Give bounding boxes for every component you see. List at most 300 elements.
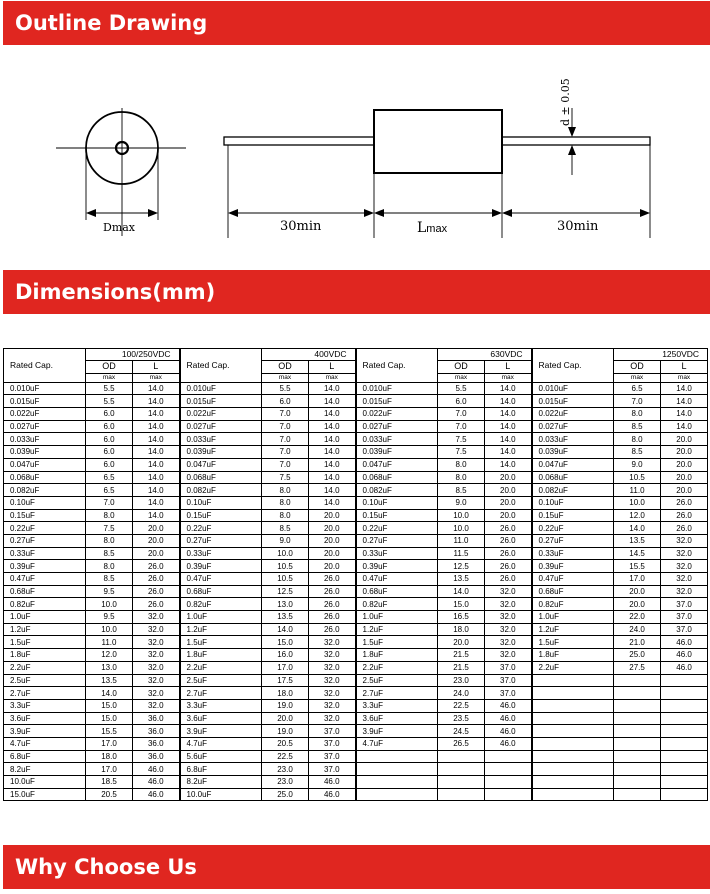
length-cell: 32.0 bbox=[309, 712, 356, 725]
rated-cap-cell: 0.22uF bbox=[180, 522, 262, 535]
rated-cap-cell: 0.047uF bbox=[4, 458, 86, 471]
od-cell: 19.0 bbox=[262, 699, 309, 712]
length-cell: 14.0 bbox=[485, 446, 532, 459]
od-cell: 6.0 bbox=[438, 395, 485, 408]
od-cell: 20.0 bbox=[438, 636, 485, 649]
length-cell: 46.0 bbox=[661, 649, 708, 662]
lead-right-arrow-end-icon bbox=[640, 209, 650, 217]
rated-cap-cell: 0.68uF bbox=[532, 585, 614, 598]
od-cell: 23.0 bbox=[262, 776, 309, 789]
rated-cap-cell: 10.0uF bbox=[180, 788, 262, 801]
length-cell: 14.0 bbox=[133, 446, 180, 459]
od-cell: 17.0 bbox=[86, 737, 133, 750]
rated-cap-cell bbox=[532, 776, 614, 789]
length-cell bbox=[661, 725, 708, 738]
length-cell: 46.0 bbox=[661, 636, 708, 649]
lmax-letter: L bbox=[417, 220, 427, 236]
length-cell: 26.0 bbox=[133, 560, 180, 573]
length-cell: 20.0 bbox=[309, 547, 356, 560]
od-cell: 8.0 bbox=[262, 496, 309, 509]
length-cell: 37.0 bbox=[309, 737, 356, 750]
length-cell: 14.0 bbox=[133, 382, 180, 395]
length-cell: 32.0 bbox=[661, 573, 708, 586]
length-cell: 26.0 bbox=[309, 573, 356, 586]
rated-cap-cell bbox=[532, 788, 614, 801]
rated-cap-cell: 3.3uF bbox=[356, 699, 438, 712]
od-cell: 14.0 bbox=[438, 585, 485, 598]
length-cell: 37.0 bbox=[485, 661, 532, 674]
lmax-label bbox=[417, 220, 448, 236]
od-cell: 8.0 bbox=[86, 560, 133, 573]
length-cell: 37.0 bbox=[485, 687, 532, 700]
od-header: OD bbox=[86, 361, 133, 374]
od-cell: 7.5 bbox=[86, 522, 133, 535]
od-cell: 13.0 bbox=[262, 598, 309, 611]
od-cell: 7.0 bbox=[438, 408, 485, 421]
od-cell: 8.0 bbox=[438, 458, 485, 471]
od-cell bbox=[614, 699, 661, 712]
length-cell: 37.0 bbox=[485, 674, 532, 687]
od-cell: 8.5 bbox=[614, 446, 661, 459]
rated-cap-cell: 0.068uF bbox=[532, 471, 614, 484]
od-cell: 14.0 bbox=[614, 522, 661, 535]
rated-cap-cell: 2.2uF bbox=[532, 661, 614, 674]
rated-cap-cell: 0.082uF bbox=[356, 484, 438, 497]
od-cell: 7.0 bbox=[86, 496, 133, 509]
length-cell: 14.0 bbox=[309, 433, 356, 446]
od-cell: 9.5 bbox=[86, 585, 133, 598]
rated-cap-cell: 6.8uF bbox=[4, 750, 86, 763]
od-cell: 27.5 bbox=[614, 661, 661, 674]
length-cell: 26.0 bbox=[133, 573, 180, 586]
rated-cap-cell: 2.5uF bbox=[4, 674, 86, 687]
table-row bbox=[4, 661, 708, 674]
od-cell: 10.5 bbox=[262, 560, 309, 573]
length-cell: 36.0 bbox=[133, 725, 180, 738]
rated-cap-cell bbox=[356, 750, 438, 763]
length-cell: 20.0 bbox=[309, 509, 356, 522]
rated-cap-cell: 1.0uF bbox=[180, 611, 262, 624]
od-cell: 10.0 bbox=[86, 598, 133, 611]
rated-cap-cell: 0.47uF bbox=[4, 573, 86, 586]
od-cell: 8.0 bbox=[438, 471, 485, 484]
lmax-arrow-start-icon bbox=[374, 209, 384, 217]
table-row bbox=[4, 547, 708, 560]
rated-cap-cell: 3.6uF bbox=[4, 712, 86, 725]
od-cell: 20.0 bbox=[614, 598, 661, 611]
rated-cap-cell: 0.33uF bbox=[4, 547, 86, 560]
length-cell bbox=[661, 776, 708, 789]
length-cell: 26.0 bbox=[309, 585, 356, 598]
length-cell: 37.0 bbox=[661, 598, 708, 611]
od-unit: max bbox=[262, 373, 309, 382]
od-cell: 8.0 bbox=[262, 484, 309, 497]
rated-cap-cell: 0.15uF bbox=[356, 509, 438, 522]
rated-cap-cell: 5.6uF bbox=[180, 750, 262, 763]
l-unit: max bbox=[309, 373, 356, 382]
rated-cap-cell: 0.10uF bbox=[180, 496, 262, 509]
od-cell bbox=[614, 776, 661, 789]
od-cell: 7.0 bbox=[262, 420, 309, 433]
rated-cap-cell bbox=[532, 687, 614, 700]
length-cell: 20.0 bbox=[309, 522, 356, 535]
length-cell: 26.0 bbox=[485, 573, 532, 586]
od-cell: 13.5 bbox=[614, 534, 661, 547]
length-cell: 26.0 bbox=[485, 547, 532, 560]
length-cell: 20.0 bbox=[133, 547, 180, 560]
rated-cap-cell: 1.0uF bbox=[532, 611, 614, 624]
od-cell: 11.0 bbox=[86, 636, 133, 649]
rated-cap-cell: 8.2uF bbox=[4, 763, 86, 776]
od-cell: 6.0 bbox=[262, 395, 309, 408]
length-cell: 14.0 bbox=[309, 395, 356, 408]
rated-cap-cell: 1.8uF bbox=[4, 649, 86, 662]
rated-cap-cell: 0.022uF bbox=[4, 408, 86, 421]
table-row bbox=[4, 382, 708, 395]
rated-cap-cell: 3.6uF bbox=[356, 712, 438, 725]
length-cell: 32.0 bbox=[309, 636, 356, 649]
od-cell: 6.5 bbox=[86, 471, 133, 484]
length-cell: 32.0 bbox=[133, 611, 180, 624]
length-cell: 26.0 bbox=[485, 522, 532, 535]
rated-cap-cell: 2.5uF bbox=[356, 674, 438, 687]
od-cell: 15.0 bbox=[86, 712, 133, 725]
od-cell: 10.0 bbox=[438, 522, 485, 535]
rated-cap-cell: 1.2uF bbox=[180, 623, 262, 636]
od-cell: 13.5 bbox=[438, 573, 485, 586]
rated-cap-cell: 8.2uF bbox=[180, 776, 262, 789]
length-cell: 32.0 bbox=[309, 687, 356, 700]
length-cell bbox=[661, 763, 708, 776]
od-cell: 8.0 bbox=[262, 509, 309, 522]
rated-cap-cell: 4.7uF bbox=[4, 737, 86, 750]
rated-cap-cell bbox=[356, 776, 438, 789]
length-cell: 20.0 bbox=[485, 509, 532, 522]
length-cell: 37.0 bbox=[309, 750, 356, 763]
table-row bbox=[4, 420, 708, 433]
od-cell: 20.0 bbox=[262, 712, 309, 725]
od-cell: 6.0 bbox=[86, 433, 133, 446]
rated-cap-cell: 0.015uF bbox=[356, 395, 438, 408]
od-cell: 21.5 bbox=[438, 649, 485, 662]
rated-cap-cell: 0.10uF bbox=[532, 496, 614, 509]
od-cell: 22.5 bbox=[438, 699, 485, 712]
rated-cap-cell: 0.010uF bbox=[180, 382, 262, 395]
length-cell: 20.0 bbox=[133, 534, 180, 547]
od-cell: 23.0 bbox=[438, 674, 485, 687]
rated-cap-cell: 1.2uF bbox=[532, 623, 614, 636]
length-cell: 36.0 bbox=[133, 750, 180, 763]
rated-cap-cell: 3.6uF bbox=[180, 712, 262, 725]
od-cell: 5.5 bbox=[438, 382, 485, 395]
l-header: L bbox=[485, 361, 532, 374]
length-cell: 46.0 bbox=[661, 661, 708, 674]
od-cell: 23.0 bbox=[262, 763, 309, 776]
od-cell: 14.5 bbox=[614, 547, 661, 560]
rated-cap-cell: 2.2uF bbox=[180, 661, 262, 674]
od-cell: 7.0 bbox=[262, 446, 309, 459]
length-cell bbox=[485, 776, 532, 789]
rated-cap-cell bbox=[532, 712, 614, 725]
length-cell: 37.0 bbox=[661, 623, 708, 636]
rated-cap-cell: 0.068uF bbox=[4, 471, 86, 484]
table-row bbox=[4, 636, 708, 649]
od-cell: 5.5 bbox=[262, 382, 309, 395]
table-row bbox=[4, 395, 708, 408]
rated-cap-cell: 4.7uF bbox=[356, 737, 438, 750]
rated-cap-cell: 0.47uF bbox=[356, 573, 438, 586]
rated-cap-cell: 0.33uF bbox=[356, 547, 438, 560]
rated-cap-cell: 2.5uF bbox=[180, 674, 262, 687]
rated-cap-cell: 0.027uF bbox=[4, 420, 86, 433]
rated-cap-cell: 0.015uF bbox=[4, 395, 86, 408]
rated-cap-cell bbox=[356, 788, 438, 801]
rated-cap-cell: 0.027uF bbox=[180, 420, 262, 433]
dmax-label: Dmax bbox=[103, 221, 136, 234]
rated-cap-cell: 2.2uF bbox=[356, 661, 438, 674]
od-cell bbox=[438, 763, 485, 776]
length-cell: 26.0 bbox=[485, 534, 532, 547]
rated-cap-cell: 1.8uF bbox=[356, 649, 438, 662]
od-cell bbox=[438, 750, 485, 763]
length-cell: 14.0 bbox=[661, 382, 708, 395]
rated-cap-cell: 1.8uF bbox=[532, 649, 614, 662]
rated-cap-cell: 0.39uF bbox=[532, 560, 614, 573]
rated-cap-cell: 0.15uF bbox=[4, 509, 86, 522]
od-cell: 19.0 bbox=[262, 725, 309, 738]
od-cell bbox=[614, 687, 661, 700]
od-cell: 10.5 bbox=[614, 471, 661, 484]
rated-cap-cell: 0.047uF bbox=[180, 458, 262, 471]
rated-cap-cell: 0.047uF bbox=[532, 458, 614, 471]
lead-right-arrow-start-icon bbox=[502, 209, 512, 217]
od-cell: 8.0 bbox=[614, 433, 661, 446]
length-cell: 20.0 bbox=[309, 560, 356, 573]
l-unit: max bbox=[133, 373, 180, 382]
rated-cap-cell: 3.3uF bbox=[4, 699, 86, 712]
rated-cap-cell: 10.0uF bbox=[4, 776, 86, 789]
od-cell: 7.0 bbox=[262, 408, 309, 421]
length-cell: 14.0 bbox=[485, 458, 532, 471]
rated-cap-cell: 0.82uF bbox=[532, 598, 614, 611]
od-cell: 17.0 bbox=[86, 763, 133, 776]
rated-cap-cell: 1.0uF bbox=[4, 611, 86, 624]
lead-right-length-label: 30min bbox=[557, 219, 599, 234]
length-cell: 32.0 bbox=[133, 674, 180, 687]
length-cell: 37.0 bbox=[309, 763, 356, 776]
rated-cap-cell: 0.10uF bbox=[356, 496, 438, 509]
rated-cap-cell: 15.0uF bbox=[4, 788, 86, 801]
od-cell: 18.0 bbox=[86, 750, 133, 763]
rated-cap-cell bbox=[532, 737, 614, 750]
rated-cap-cell: 0.39uF bbox=[4, 560, 86, 573]
od-header: OD bbox=[438, 361, 485, 374]
length-cell: 26.0 bbox=[309, 598, 356, 611]
length-cell: 32.0 bbox=[485, 585, 532, 598]
length-cell: 14.0 bbox=[133, 458, 180, 471]
voltage-header: 100/250VDC bbox=[86, 349, 180, 361]
length-cell: 14.0 bbox=[133, 433, 180, 446]
rated-cap-cell: 1.0uF bbox=[356, 611, 438, 624]
od-cell: 9.0 bbox=[438, 496, 485, 509]
rated-cap-cell: 0.22uF bbox=[4, 522, 86, 535]
l-unit: max bbox=[485, 373, 532, 382]
outline-drawing bbox=[0, 60, 710, 260]
length-cell bbox=[485, 750, 532, 763]
rated-cap-cell: 3.9uF bbox=[180, 725, 262, 738]
rated-cap-cell: 3.9uF bbox=[356, 725, 438, 738]
length-cell: 36.0 bbox=[133, 712, 180, 725]
length-cell: 32.0 bbox=[309, 661, 356, 674]
od-cell: 7.0 bbox=[438, 420, 485, 433]
table-row bbox=[4, 560, 708, 573]
table-row bbox=[4, 598, 708, 611]
od-cell: 8.5 bbox=[86, 573, 133, 586]
od-cell: 15.5 bbox=[86, 725, 133, 738]
rated-cap-cell: 0.27uF bbox=[356, 534, 438, 547]
length-cell: 14.0 bbox=[485, 420, 532, 433]
length-cell: 36.0 bbox=[133, 737, 180, 750]
table-row bbox=[4, 573, 708, 586]
od-unit: max bbox=[86, 373, 133, 382]
length-cell: 26.0 bbox=[661, 496, 708, 509]
length-cell: 14.0 bbox=[309, 382, 356, 395]
length-cell: 26.0 bbox=[661, 509, 708, 522]
length-cell: 32.0 bbox=[485, 649, 532, 662]
od-cell: 10.0 bbox=[86, 623, 133, 636]
od-cell: 12.5 bbox=[438, 560, 485, 573]
od-cell bbox=[438, 788, 485, 801]
length-cell: 14.0 bbox=[309, 420, 356, 433]
rated-cap-cell: 0.10uF bbox=[4, 496, 86, 509]
od-unit: max bbox=[614, 373, 661, 382]
rated-cap-cell: 1.5uF bbox=[4, 636, 86, 649]
rated-cap-cell: 0.22uF bbox=[532, 522, 614, 535]
length-cell: 20.0 bbox=[309, 534, 356, 547]
rated-cap-cell: 0.22uF bbox=[356, 522, 438, 535]
rated-cap-cell: 1.5uF bbox=[356, 636, 438, 649]
lmax-arrow-end-icon bbox=[492, 209, 502, 217]
rated-cap-cell: 0.039uF bbox=[532, 446, 614, 459]
length-cell: 32.0 bbox=[661, 547, 708, 560]
table-row bbox=[4, 471, 708, 484]
od-cell: 17.0 bbox=[262, 661, 309, 674]
lead-left-length-label: 30min bbox=[280, 219, 322, 234]
dmax-arrow-right-icon bbox=[148, 209, 158, 217]
length-cell: 32.0 bbox=[309, 674, 356, 687]
od-cell: 9.0 bbox=[614, 458, 661, 471]
rated-cap-cell bbox=[532, 699, 614, 712]
rated-cap-cell: 1.2uF bbox=[4, 623, 86, 636]
rated-cap-cell: 0.082uF bbox=[532, 484, 614, 497]
length-cell: 26.0 bbox=[133, 598, 180, 611]
od-cell: 24.0 bbox=[614, 623, 661, 636]
length-cell: 46.0 bbox=[485, 737, 532, 750]
dimensions-heading: Dimensions(mm) bbox=[3, 270, 710, 314]
table-row bbox=[4, 484, 708, 497]
l-unit: max bbox=[661, 373, 708, 382]
od-cell: 6.0 bbox=[86, 458, 133, 471]
od-cell: 6.0 bbox=[86, 420, 133, 433]
table-row bbox=[4, 750, 708, 763]
od-cell: 17.5 bbox=[262, 674, 309, 687]
od-cell: 18.0 bbox=[438, 623, 485, 636]
rated-cap-cell: 0.27uF bbox=[180, 534, 262, 547]
od-cell: 8.0 bbox=[86, 534, 133, 547]
rated-cap-cell: 3.3uF bbox=[180, 699, 262, 712]
voltage-header: 1250VDC bbox=[614, 349, 708, 361]
od-cell bbox=[614, 763, 661, 776]
length-cell: 46.0 bbox=[485, 712, 532, 725]
length-cell: 26.0 bbox=[133, 585, 180, 598]
rated-cap-cell: 0.33uF bbox=[180, 547, 262, 560]
od-cell: 25.0 bbox=[614, 649, 661, 662]
table-row bbox=[4, 687, 708, 700]
length-cell: 14.0 bbox=[485, 382, 532, 395]
od-cell: 11.0 bbox=[614, 484, 661, 497]
length-cell: 46.0 bbox=[133, 776, 180, 789]
od-cell: 17.0 bbox=[614, 573, 661, 586]
od-cell bbox=[614, 725, 661, 738]
od-cell: 11.5 bbox=[438, 547, 485, 560]
length-cell: 32.0 bbox=[485, 611, 532, 624]
length-cell: 14.0 bbox=[133, 484, 180, 497]
length-cell: 14.0 bbox=[309, 496, 356, 509]
length-cell: 32.0 bbox=[309, 699, 356, 712]
od-cell: 12.0 bbox=[86, 649, 133, 662]
od-cell: 18.0 bbox=[262, 687, 309, 700]
rated-cap-cell: 2.2uF bbox=[4, 661, 86, 674]
length-cell: 14.0 bbox=[133, 496, 180, 509]
length-cell: 46.0 bbox=[485, 725, 532, 738]
od-cell: 5.5 bbox=[86, 395, 133, 408]
length-cell: 32.0 bbox=[661, 585, 708, 598]
length-cell bbox=[485, 788, 532, 801]
rated-cap-cell: 0.039uF bbox=[4, 446, 86, 459]
od-cell: 10.5 bbox=[262, 573, 309, 586]
length-cell: 14.0 bbox=[309, 484, 356, 497]
od-cell: 23.5 bbox=[438, 712, 485, 725]
od-cell: 8.0 bbox=[614, 408, 661, 421]
rated-cap-cell: 0.27uF bbox=[4, 534, 86, 547]
od-cell: 6.5 bbox=[86, 484, 133, 497]
length-cell: 32.0 bbox=[661, 534, 708, 547]
rated-cap-cell: 0.68uF bbox=[180, 585, 262, 598]
length-cell: 20.0 bbox=[133, 522, 180, 535]
od-cell bbox=[614, 788, 661, 801]
table-row bbox=[4, 674, 708, 687]
length-cell: 20.0 bbox=[485, 496, 532, 509]
table-row bbox=[4, 496, 708, 509]
rated-cap-header: Rated Cap. bbox=[532, 349, 614, 383]
od-cell: 8.5 bbox=[86, 547, 133, 560]
length-cell: 32.0 bbox=[133, 649, 180, 662]
od-cell: 7.0 bbox=[614, 395, 661, 408]
od-cell: 21.0 bbox=[614, 636, 661, 649]
od-cell: 15.0 bbox=[262, 636, 309, 649]
length-cell: 14.0 bbox=[309, 471, 356, 484]
length-cell: 32.0 bbox=[309, 649, 356, 662]
table-row bbox=[4, 458, 708, 471]
rated-cap-cell: 0.033uF bbox=[180, 433, 262, 446]
od-unit: max bbox=[438, 373, 485, 382]
od-cell: 25.0 bbox=[262, 788, 309, 801]
length-cell bbox=[661, 674, 708, 687]
od-cell: 24.5 bbox=[438, 725, 485, 738]
rated-cap-cell bbox=[532, 750, 614, 763]
length-cell bbox=[661, 788, 708, 801]
od-cell: 14.0 bbox=[86, 687, 133, 700]
